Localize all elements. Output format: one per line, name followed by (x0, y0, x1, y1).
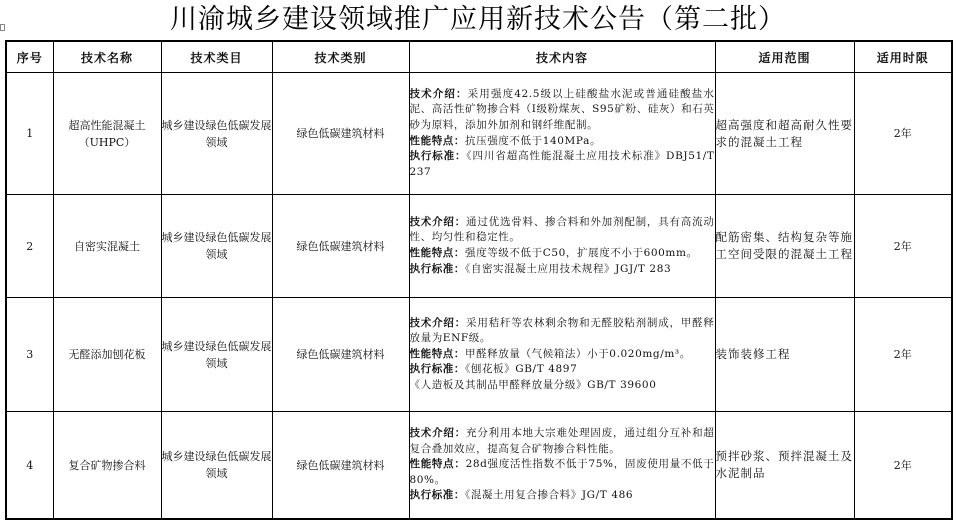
table-row (6, 195, 952, 298)
feature-paragraph (410, 134, 715, 150)
table-row (6, 298, 952, 412)
header-name: 技术名称 (53, 41, 161, 73)
cell-category: 城乡建设绿色低碳发展领域 (161, 412, 272, 520)
standard-paragraph (410, 488, 715, 504)
intro-label: 技术介绍： (409, 316, 467, 329)
cell-name (53, 412, 161, 520)
cell-scope: 装饰装修工程 (715, 298, 854, 412)
intro-paragraph (410, 87, 715, 134)
cell-type: 绿色低碳建筑材料 (272, 195, 409, 298)
standard-paragraph (410, 362, 715, 378)
standard-label: 执行标准： (409, 489, 465, 502)
feature-text: 甲醛释放量（气候箱法）小于0.020mg/m³。 (465, 347, 691, 360)
table-row (6, 412, 952, 520)
cell-no: 4 (6, 412, 53, 520)
tech-name-sub: （UHPC） (78, 135, 136, 149)
intro-text: 采用秸秆等农林剩余物和无醛胶粘剂制成，甲醛释放量为ENF级。 (409, 316, 715, 345)
cell-scope: 配筋密集、结构复杂等施工空间受限的混凝土工程 (715, 195, 854, 298)
standard-text: 《刨花板》GB/T 4897 (465, 363, 578, 376)
cell-scope: 超高强度和超高耐久性要求的混凝土工程 (715, 73, 854, 195)
cell-content (409, 73, 715, 195)
feature-text: 抗压强度不低于140MPa。 (465, 134, 602, 147)
cell-no: 1 (6, 73, 53, 195)
cell-type: 绿色低碳建筑材料 (272, 412, 409, 520)
intro-paragraph (410, 316, 715, 347)
feature-text: 28d强度活性指数不低于75%，固废使用量不低于80%。 (409, 458, 715, 486)
technology-table (5, 40, 953, 520)
cell-period: 2年 (854, 195, 952, 298)
cell-no: 2 (6, 195, 53, 298)
cell-scope: 预拌砂浆、预拌混凝土及水泥制品 (715, 412, 854, 520)
standard-label: 执行标准： (409, 363, 465, 376)
intro-paragraph (410, 426, 715, 457)
intro-label: 技术介绍： (409, 427, 467, 440)
cell-period: 2年 (854, 412, 952, 520)
cell-category: 城乡建设绿色低碳发展领域 (161, 298, 272, 412)
feature-label: 性能特点： (409, 134, 465, 147)
standard-paragraph (410, 149, 715, 180)
feature-label: 性能特点： (409, 247, 465, 259)
table-header-row (6, 41, 952, 73)
cell-type: 绿色低碳建筑材料 (272, 298, 409, 412)
header-no: 序号 (6, 41, 53, 73)
tech-name: 复合矿物掺合料 (68, 458, 146, 472)
intro-text: 通过优选骨料、掺合料和外加剂配制，具有高流动性、均匀性和稳定性。 (409, 215, 715, 244)
page-title: 川渝城乡建设领域推广应用新技术公告（第二批） (170, 4, 786, 35)
intro-text: 充分利用本地大宗难处理固废，通过组分互补和超复合叠加效应，提高复合矿物掺合料性能。 (409, 427, 715, 455)
intro-label: 技术介绍： (409, 215, 467, 228)
standard-label: 执行标准： (409, 262, 465, 275)
header-period: 适用时限 (854, 41, 952, 73)
cell-category: 城乡建设绿色低碳发展领域 (161, 195, 272, 298)
feature-label: 性能特点： (409, 458, 466, 471)
tech-name: 自密实混凝土 (74, 239, 140, 253)
cell-content (409, 298, 715, 412)
cell-period: 2年 (854, 73, 952, 195)
standard-text: 《四川省超高性能混凝土应用技术标准》DBJ51/T 237 (409, 150, 715, 178)
intro-text: 采用强度42.5级以上硅酸盐水泥或普通硅酸盐水泥、高活性矿物掺合料（Ⅰ级粉煤灰、S95矿粉、硅灰）和石英砂为原料，添加外加剂和钢纤维配制。 (409, 87, 715, 131)
cell-no: 3 (6, 298, 53, 412)
cell-period: 2年 (854, 298, 952, 412)
header-content: 技术内容 (409, 41, 715, 73)
standard-text: 《自密实混凝土应用技术规程》JGJ/T 283 (465, 262, 672, 275)
intro-paragraph (410, 215, 715, 246)
header-category: 技术类目 (161, 41, 272, 73)
standard-text: 《混凝土用复合掺合料》JG/T 486 (465, 489, 634, 502)
cell-name (53, 298, 161, 412)
cell-type: 绿色低碳建筑材料 (272, 73, 409, 195)
feature-paragraph (410, 347, 715, 363)
cell-content (409, 195, 715, 298)
tech-name: 无醛添加刨花板 (68, 348, 146, 361)
standard-paragraph-2: 《人造板及其制品甲醛释放量分级》GB/T 39600 (409, 378, 657, 391)
table-row (6, 73, 952, 195)
cell-name (53, 195, 161, 298)
standard-label: 执行标准： (409, 150, 467, 163)
feature-text: 强度等级不低于C50，扩展度不小于600mm。 (465, 247, 698, 259)
feature-paragraph (410, 457, 715, 488)
cell-name (53, 73, 161, 195)
tech-name: 超高性能混凝土 (68, 118, 146, 132)
intro-label: 技术介绍： (409, 87, 468, 100)
header-type: 技术类别 (272, 41, 409, 73)
feature-label: 性能特点： (409, 347, 465, 360)
standard-paragraph (410, 262, 715, 278)
header-scope: 适用范围 (715, 41, 854, 73)
cell-category: 城乡建设绿色低碳发展领域 (161, 73, 272, 195)
feature-paragraph (410, 246, 715, 262)
cell-content (409, 412, 715, 520)
